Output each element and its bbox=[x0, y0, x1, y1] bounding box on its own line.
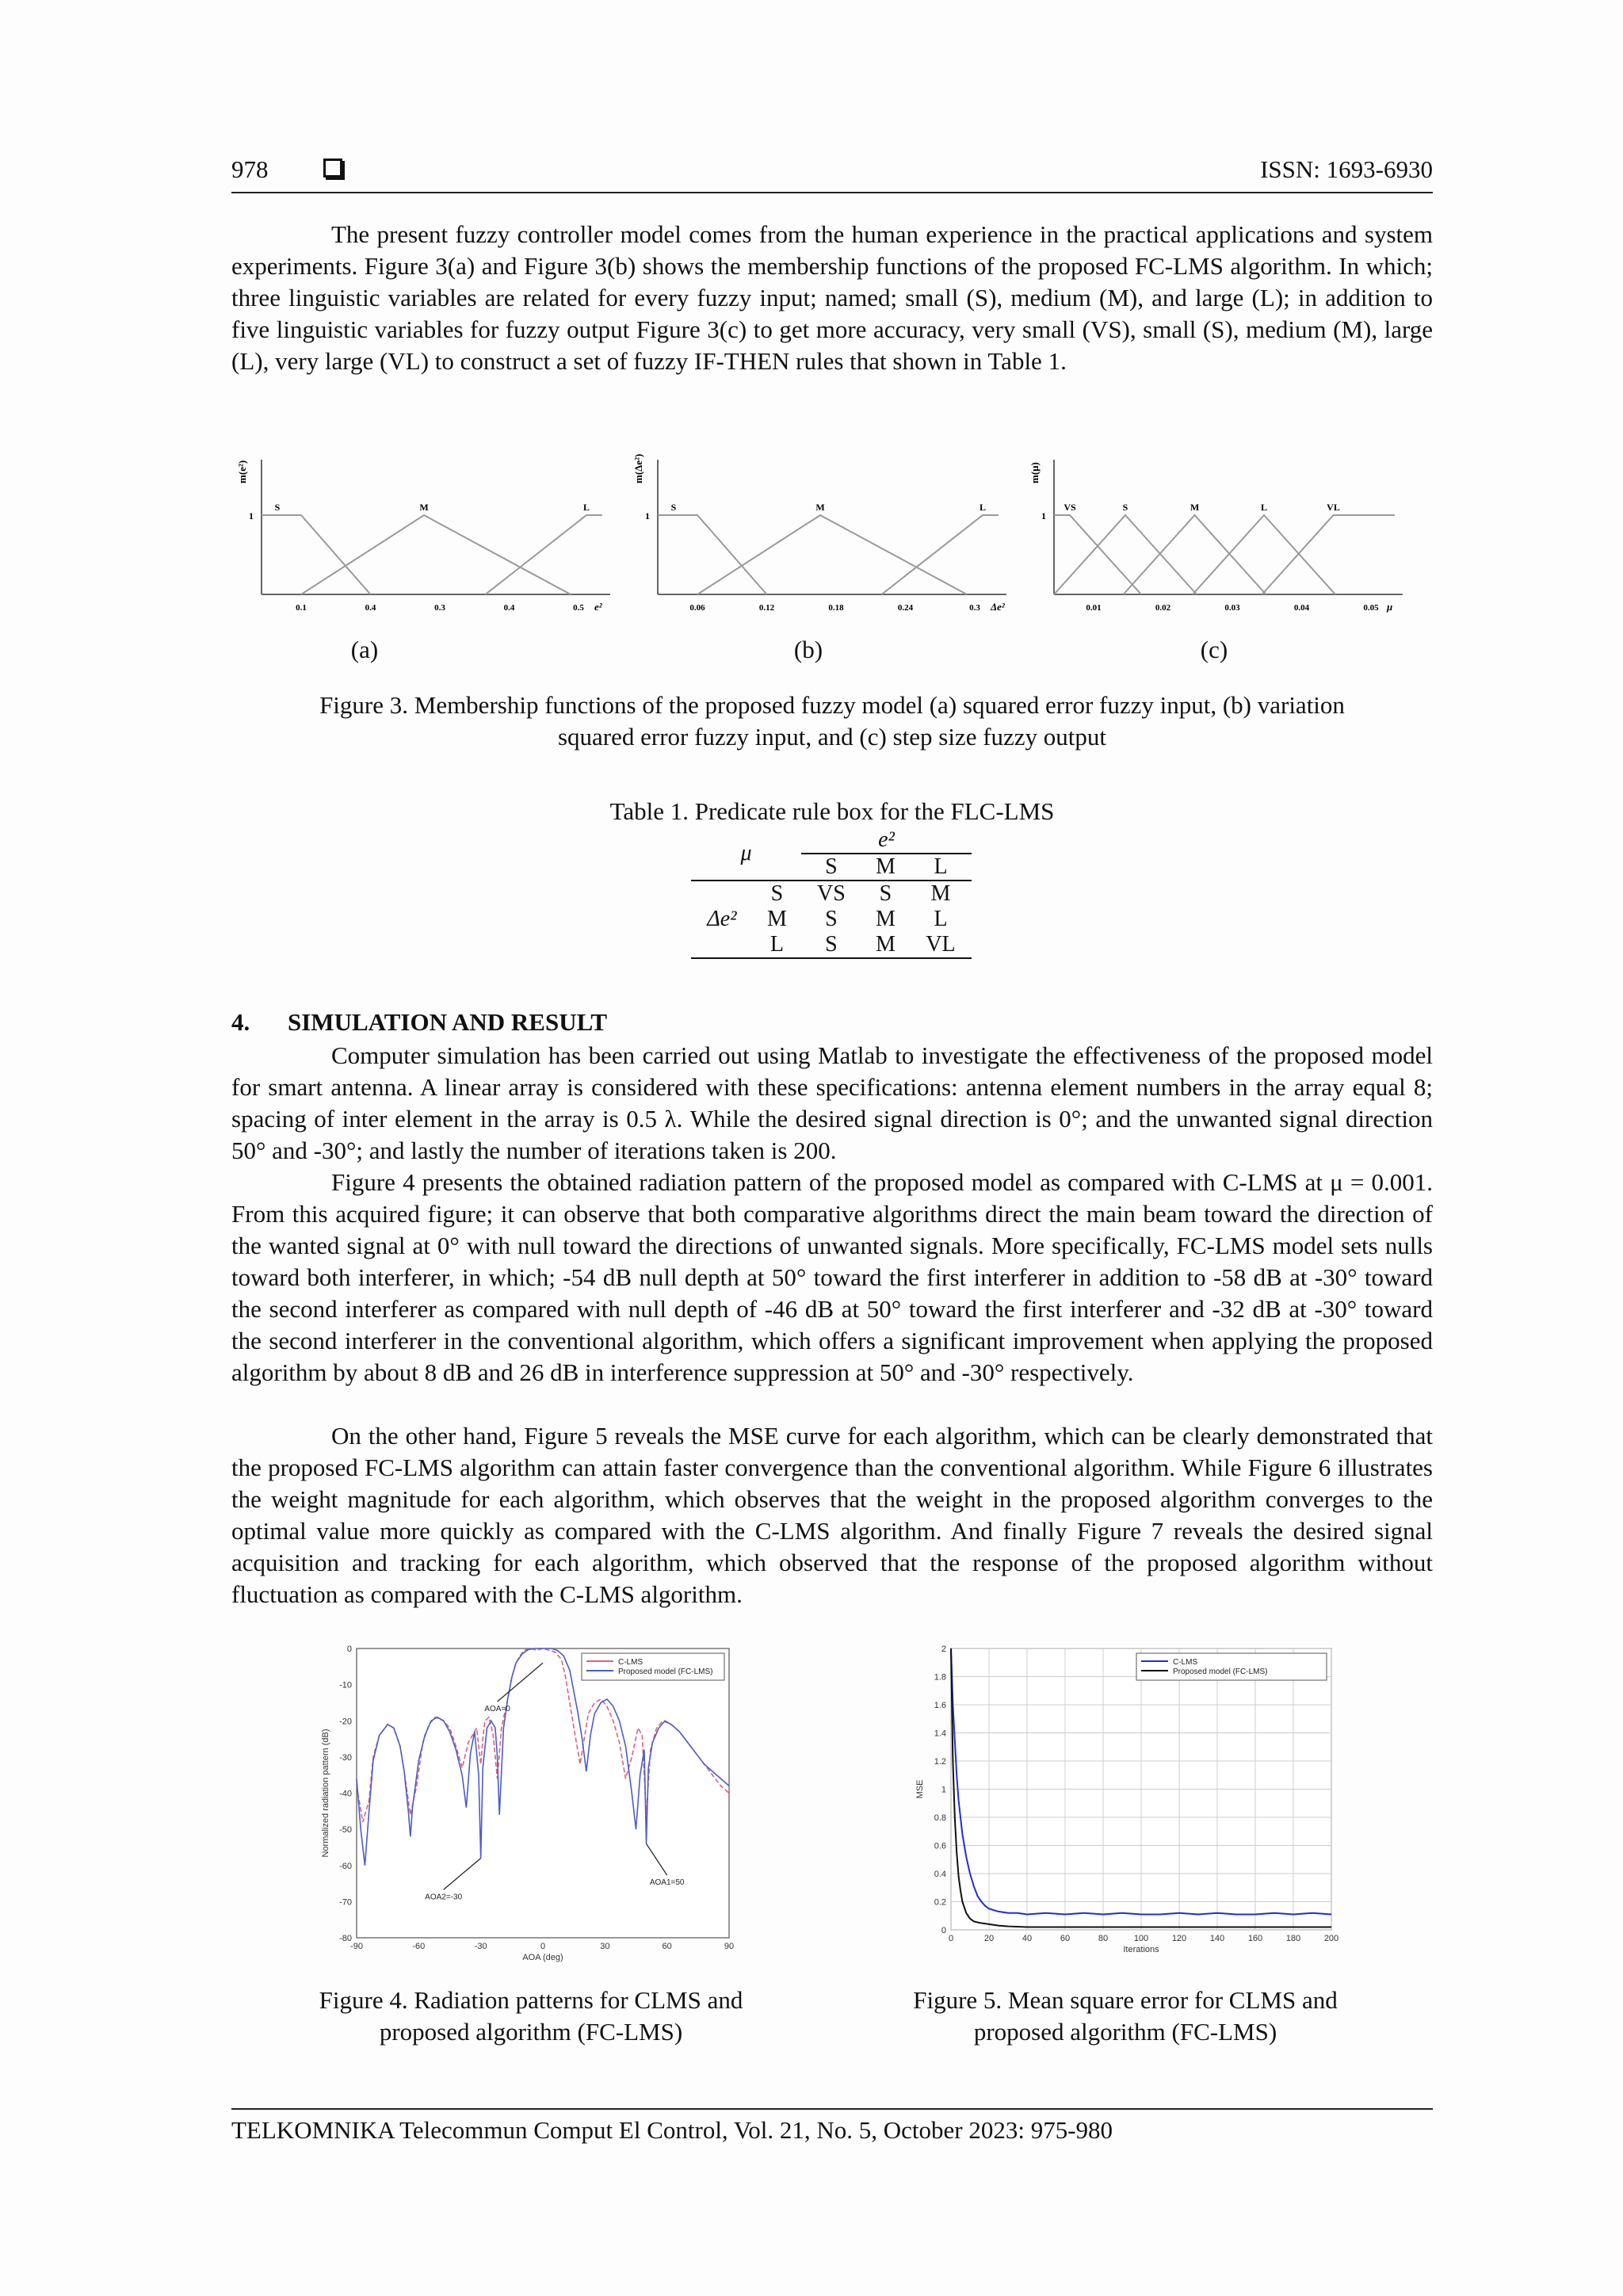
y-tick-label: 0.6 bbox=[934, 1841, 946, 1851]
set-label: VL bbox=[1327, 502, 1340, 513]
y-tick-label: 0 bbox=[941, 1926, 946, 1935]
y-one-label: 1 bbox=[645, 510, 650, 521]
set-label: L bbox=[582, 502, 590, 513]
x-tick-label: 100 bbox=[1133, 1934, 1149, 1943]
membership-panel bbox=[632, 454, 1006, 613]
plot-area bbox=[357, 1648, 729, 1938]
y-tick-label: 0 bbox=[346, 1645, 352, 1654]
x-tick-label: 90 bbox=[724, 1942, 735, 1951]
membership-curve-l bbox=[486, 515, 603, 594]
membership-curve-m bbox=[697, 515, 967, 594]
y-tick-label: -70 bbox=[339, 1897, 352, 1908]
x-tick-label: 0 bbox=[540, 1942, 546, 1951]
table-cell: M bbox=[930, 881, 951, 906]
tick-label: 0.04 bbox=[1293, 603, 1310, 613]
y-tick-label: 1.2 bbox=[934, 1757, 946, 1767]
annotation-label: AOA=0 bbox=[484, 1705, 510, 1713]
set-label: L bbox=[1260, 502, 1268, 513]
y-tick-label: 2 bbox=[941, 1645, 946, 1654]
table1-caption: Table 1. Predicate rule box for the FLC-LMS bbox=[609, 797, 1055, 825]
tick-label: 0.05 bbox=[1363, 603, 1379, 613]
table-col-head: S bbox=[801, 854, 861, 881]
footer-text: TELKOMNIKA Telecommun Comput El Control, Vol. 21, No. 5, October 2023: 975-980 bbox=[231, 2116, 1113, 2144]
section-paragraph-1: Computer simulation has been carried out using Matlab to investigate the effectiveness of the proposed model for smart antenna. A linear array is considered with these specifications: antenna element numbers in the array equal 8; spacing of inter element in the array is 0.5 λ. While the desired signal direction is 0°; and the unwanted signal direction 50° and -30°; and lastly the number of iterations taken is 200. bbox=[231, 1041, 1433, 1164]
y-axis-label: MSE bbox=[915, 1779, 925, 1799]
set-label: S bbox=[670, 502, 677, 513]
x-tick-label: 40 bbox=[1022, 1934, 1033, 1943]
y-axis-label: m(μ) bbox=[1029, 462, 1041, 483]
footer-rule bbox=[231, 2108, 1433, 2110]
x-tick-label: 0 bbox=[948, 1934, 954, 1943]
x-axis-label: μ bbox=[1387, 601, 1393, 613]
annotation-label: AOA2=-30 bbox=[425, 1893, 463, 1902]
legend-label: C-LMS bbox=[1173, 1658, 1198, 1667]
radiation-pattern-chart bbox=[317, 1641, 745, 1966]
table-cell: VL bbox=[910, 932, 972, 958]
membership-curve-m bbox=[301, 515, 571, 594]
x-tick-label: 180 bbox=[1285, 1934, 1301, 1943]
membership-panel bbox=[1029, 460, 1403, 613]
table-cell: S bbox=[801, 932, 861, 958]
intro-paragraph: The present fuzzy controller model comes from the human experience in the practical applications and system experiments. Figure 3(a) and Figure 3(b) shows the membership functions of the proposed FC-LMS algorithm. In which; three linguistic variables are related for every fuzzy input; named; small (S), medium (M), and large (L); in addition to five linguistic variables for fuzzy output Figure 3(c) to get more accuracy, very small (VS), small (S), medium (M), large (L), very large (VL) to construct a set of fuzzy IF-THEN rules that shown in Table 1. bbox=[231, 220, 1433, 375]
table-cell: S bbox=[879, 881, 892, 906]
figure5-caption-line2: proposed algorithm (FC-LMS) bbox=[973, 2018, 1277, 2046]
page-number: 978 bbox=[231, 155, 269, 183]
tick-label: 0.5 bbox=[573, 603, 584, 613]
membership-curve-l bbox=[882, 515, 999, 594]
y-tick-label: -10 bbox=[339, 1680, 352, 1690]
table-row-group: Δe² bbox=[691, 881, 753, 958]
y-axis-label: Normalized radiation pattern (dB) bbox=[321, 1729, 330, 1858]
figure3-caption-line2: squared error fuzzy input, and (c) step size fuzzy output bbox=[557, 723, 1107, 751]
table-col-head: L bbox=[910, 854, 972, 881]
section-title: SIMULATION AND RESULT bbox=[288, 1008, 608, 1036]
set-label: M bbox=[419, 502, 429, 513]
section-heading bbox=[231, 1008, 607, 1037]
figure3-sublabel-b: (b) bbox=[793, 636, 823, 663]
figure5-caption-line1: Figure 5. Mean square error for CLMS and bbox=[913, 1986, 1338, 2014]
y-tick-label: 1 bbox=[941, 1785, 946, 1795]
tick-label: 0.01 bbox=[1086, 603, 1102, 613]
table-col-group: e² bbox=[801, 827, 972, 854]
section-paragraph-2: Figure 4 presents the obtained radiation pattern of the proposed model as compared with C-LMS at μ = 0.001. From this acquired figure; it can observe that both comparative algorithms direct the main beam toward the direction of the wanted signal at 0° with null toward the directions of unwanted signals. More specifically, FC-LMS model sets nulls toward both interferer, in which; -54 dB null depth at 50° toward the first interferer in addition to -58 dB at -30° toward the second interferer as compared with null depth of -46 dB at 50° toward the first interferer and -32 dB at -30° toward the second interferer in the conventional algorithm, which offers a significant improvement when applying the proposed algorithm by about 8 dB and 26 dB in interference suppression at 50° and -30° respectively. bbox=[231, 1168, 1433, 1386]
y-tick-label: -50 bbox=[339, 1825, 352, 1836]
table-row-head: L bbox=[753, 932, 801, 958]
figure4-caption-line2: proposed algorithm (FC-LMS) bbox=[379, 2018, 683, 2046]
y-tick-label: 1.8 bbox=[934, 1672, 946, 1683]
membership-curve bbox=[1054, 515, 1141, 594]
table-cell: S bbox=[825, 907, 838, 931]
x-tick-label: 30 bbox=[600, 1942, 610, 1951]
table-cell: L bbox=[934, 907, 948, 931]
legend-label: Proposed model (FC-LMS) bbox=[618, 1668, 713, 1676]
set-label: S bbox=[274, 502, 281, 513]
x-tick-label: -90 bbox=[350, 1942, 363, 1951]
membership-functions-figure bbox=[238, 444, 1426, 618]
membership-panel bbox=[236, 460, 610, 613]
tick-label: 0.18 bbox=[828, 603, 844, 613]
figure3-sublabel-a: (a) bbox=[350, 636, 379, 663]
figure3-caption-line1: Figure 3. Membership functions of the proposed fuzzy model (a) squared error fuzzy input, (b) variation bbox=[319, 691, 1345, 719]
x-tick-label: -60 bbox=[412, 1942, 426, 1951]
x-tick-label: 140 bbox=[1209, 1934, 1225, 1943]
x-tick-label: 60 bbox=[1060, 1934, 1071, 1943]
y-axis-label: m(Δe²) bbox=[632, 453, 644, 483]
tick-label: 0.02 bbox=[1155, 603, 1171, 613]
x-tick-label: -30 bbox=[474, 1942, 487, 1951]
table-cell: M bbox=[876, 907, 896, 931]
x-tick-label: 160 bbox=[1247, 1934, 1263, 1943]
figure3-sublabel-c: (c) bbox=[1200, 636, 1228, 663]
x-axis-label: AOA (deg) bbox=[522, 1953, 563, 1962]
x-tick-label: 120 bbox=[1171, 1934, 1187, 1943]
annotation-label: AOA1=50 bbox=[649, 1878, 685, 1887]
legend-label: C-LMS bbox=[618, 1658, 643, 1667]
section-paragraph-3: On the other hand, Figure 5 reveals the MSE curve for each algorithm, which can be clearly demonstrated that the proposed FC-LMS algorithm can attain faster convergence than the conventional algorithm. While Figure 6 illustrates the weight magnitude for each algorithm, which observes that the weight in the proposed algorithm converges to the optimal value more quickly as compared with the C-LMS algorithm. And finally Figure 7 reveals the desired signal acquisition and tracking for each algorithm, which observed that the response of the proposed algorithm without fluctuation as compared with the C-LMS algorithm. bbox=[231, 1422, 1433, 1608]
y-tick-label: 0.4 bbox=[934, 1870, 946, 1879]
y-tick-label: 0.2 bbox=[934, 1897, 946, 1908]
y-tick-label: -20 bbox=[339, 1717, 352, 1727]
square-bullet-icon bbox=[323, 159, 342, 178]
y-axis-label: m(e²) bbox=[236, 460, 248, 483]
y-one-label: 1 bbox=[249, 510, 254, 521]
tick-label: 0.03 bbox=[1224, 603, 1240, 613]
tick-label: 0.12 bbox=[758, 603, 775, 613]
y-tick-label: 1.6 bbox=[934, 1701, 946, 1710]
table-row-head: S bbox=[770, 881, 784, 906]
table-cell: VS bbox=[817, 881, 846, 906]
set-label: M bbox=[1190, 502, 1200, 513]
x-axis-label: e² bbox=[594, 601, 602, 613]
x-tick-label: 200 bbox=[1323, 1934, 1339, 1943]
membership-curve bbox=[1193, 515, 1335, 594]
tick-label: 0.3 bbox=[969, 603, 980, 613]
rule-table bbox=[691, 827, 972, 959]
set-label: L bbox=[979, 502, 987, 513]
x-tick-label: 20 bbox=[983, 1934, 995, 1943]
set-label: S bbox=[1122, 502, 1128, 513]
y-tick-label: -80 bbox=[339, 1934, 352, 1943]
figure4-caption-line1: Figure 4. Radiation patterns for CLMS and bbox=[319, 1986, 743, 2014]
mse-chart bbox=[903, 1641, 1347, 1966]
tick-label: 0.4 bbox=[503, 603, 515, 613]
tick-label: 0.4 bbox=[365, 603, 376, 613]
table-col-head: M bbox=[861, 854, 910, 881]
tick-label: 0.06 bbox=[689, 603, 705, 613]
table-corner: μ bbox=[691, 827, 801, 881]
x-tick-label: 80 bbox=[1098, 1934, 1109, 1943]
header-rule bbox=[231, 192, 1433, 193]
membership-curve-s bbox=[262, 515, 371, 594]
y-tick-label: 1.4 bbox=[934, 1729, 946, 1739]
y-tick-label: -60 bbox=[339, 1861, 352, 1871]
y-tick-label: -30 bbox=[339, 1752, 352, 1763]
table-cell: M bbox=[861, 932, 910, 958]
x-axis-label: Iterations bbox=[1123, 1945, 1159, 1954]
set-label: M bbox=[815, 502, 825, 513]
membership-curve bbox=[1124, 515, 1266, 594]
legend-label: Proposed model (FC-LMS) bbox=[1173, 1668, 1268, 1676]
issn: ISSN: 1693-6930 bbox=[1260, 155, 1433, 183]
tick-label: 0.1 bbox=[296, 603, 307, 613]
membership-curve bbox=[1054, 515, 1197, 594]
y-tick-label: 0.8 bbox=[934, 1813, 946, 1823]
set-label: VS bbox=[1064, 502, 1076, 513]
section-number: 4. bbox=[231, 1008, 250, 1036]
membership-curve-s bbox=[658, 515, 767, 594]
y-one-label: 1 bbox=[1041, 510, 1046, 521]
tick-label: 0.24 bbox=[897, 603, 914, 613]
y-tick-label: -40 bbox=[339, 1789, 352, 1799]
x-tick-label: 60 bbox=[662, 1942, 672, 1951]
membership-curve bbox=[1262, 515, 1396, 594]
x-axis-label: Δe² bbox=[991, 601, 1005, 613]
tick-label: 0.3 bbox=[434, 603, 445, 613]
table-row-head: M bbox=[767, 907, 787, 931]
